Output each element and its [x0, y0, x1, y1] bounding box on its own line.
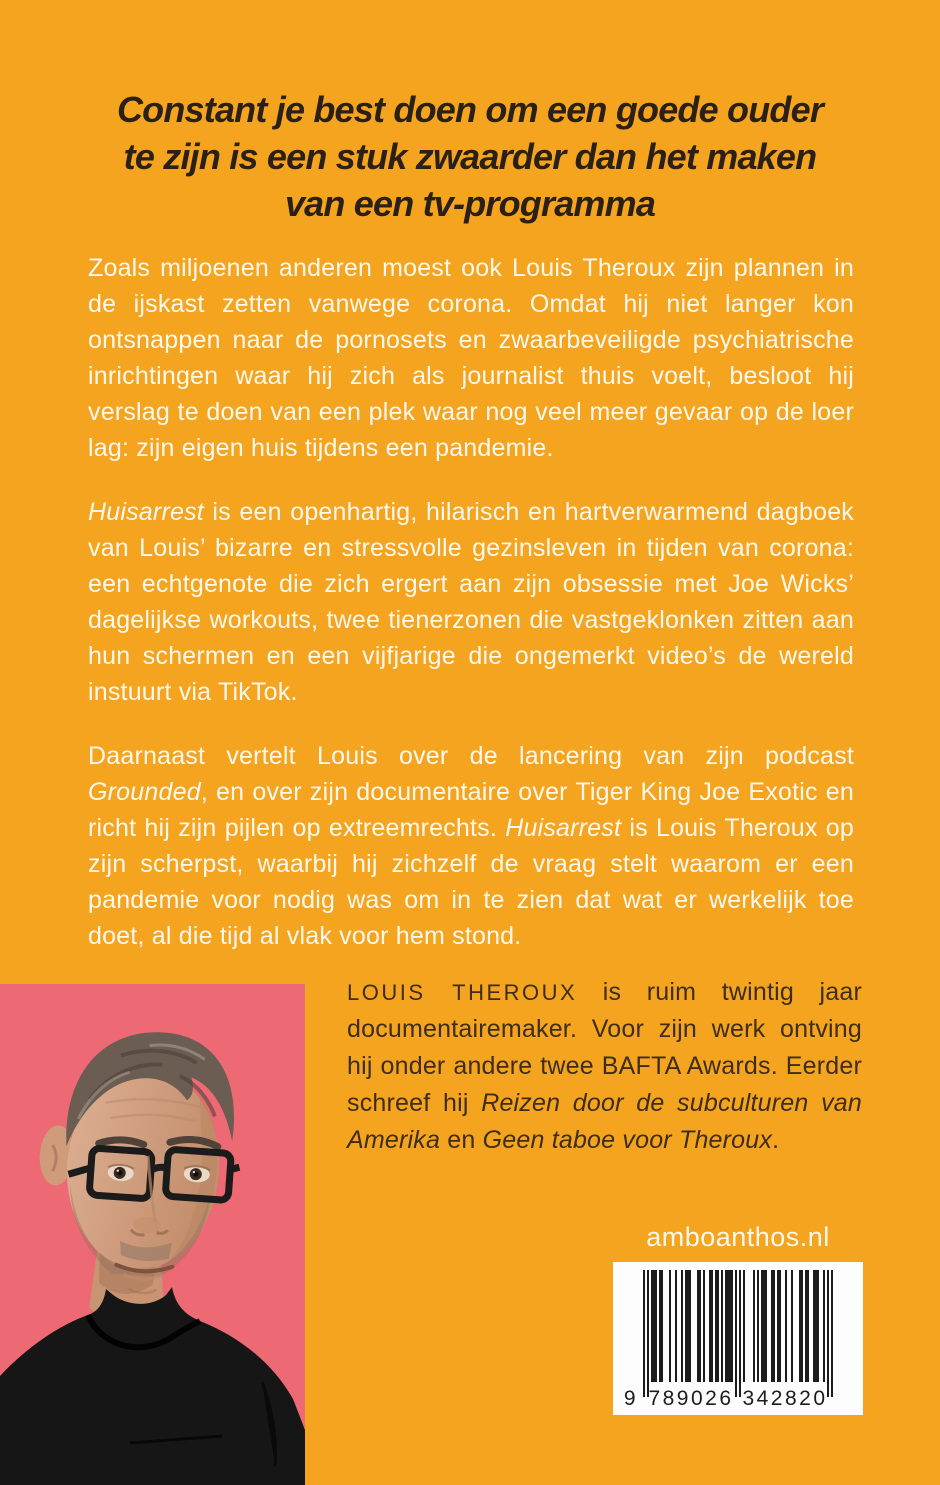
- quote-line-3: van een tv-programma: [284, 183, 656, 224]
- publisher-website: amboanthos.nl: [646, 1222, 830, 1252]
- portrait-illustration: [0, 984, 305, 1485]
- cover-quote: [80, 86, 860, 227]
- isbn-digit-group-3: 342820: [742, 1387, 828, 1410]
- author-bio: LOUIS THEROUX is ruim twintig jaar documentairemaker. Voor zijn werk ontving hij onder andere twee BAFTA Awards. Eerder schreef hij Reizen door de subculturen van Amerika en Geen taboe voor Theroux.: [347, 978, 862, 1154]
- isbn-digit-group-2: 789026: [648, 1387, 734, 1410]
- synopsis-paragraph-2: Huisarrest is een openhartig, hilarisch en hartverwarmend dagboek van Louis’ bizarre en stressvolle gezinsleven in tijden van corona: een echtgenote die zich ergert aan zijn obsessie met Joe Wicks’ dagelijkse workouts, twee tienerzonen die vastgeklonken zitten aan hun schermen en een vijfjarige die ongemerkt video’s de wereld instuurt via TikTok.: [88, 498, 854, 706]
- quote-line-2: te zijn is een stuk zwaarder dan het maken: [123, 136, 817, 177]
- synopsis-paragraph-3: Daarnaast vertelt Louis over de lancering van zijn podcast Grounded, en over zijn documentaire over Tiger King Joe Exotic en richt hij zijn pijlen op extreemrechts. Huisarrest is Louis Theroux op zijn scherpst, waarbij hij zichzelf de vraag stelt waarom er een pandemie voor nodig was om in te zien dat wat er werkelijk toe doet, al die tijd al vlak voor hem stond.: [88, 742, 854, 950]
- quote-line-1: Constant je best doen om een goede ouder: [116, 89, 824, 130]
- barcode: [613, 1262, 863, 1415]
- author-photo: [0, 984, 305, 1485]
- isbn-digit-group-1: 9: [623, 1387, 639, 1410]
- synopsis-paragraph-1: Zoals miljoenen anderen moest ook Louis Theroux zijn plannen in de ijskast zetten vanwege corona. Omdat hij niet langer kon ontsnappen naar de pornosets en zwaarbeveiligde psychiatrische inrichtingen waar hij zich als journalist thuis voelt, besloot hij verslag te doen van een plek waar nog veel meer gevaar op de loer lag: zijn eigen huis tijdens een pandemie.: [88, 254, 854, 462]
